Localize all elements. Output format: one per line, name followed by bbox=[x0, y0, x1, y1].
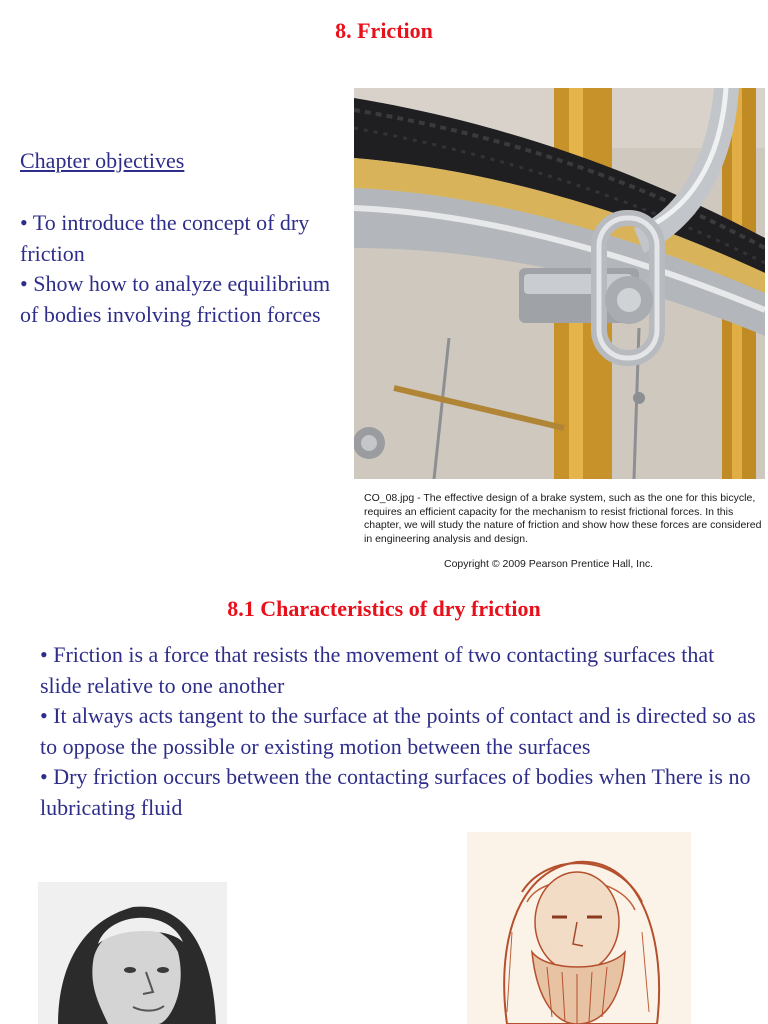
figure-copyright: Copyright © 2009 Pearson Prentice Hall, Inc. bbox=[444, 558, 654, 570]
section-bullets bbox=[40, 640, 760, 824]
objective-item: • To introduce the concept of dry friction bbox=[20, 210, 310, 266]
section-title: 8.1 Characteristics of dry friction bbox=[227, 596, 541, 621]
objectives-heading: Chapter objectives bbox=[20, 148, 185, 173]
objective-item: • Show how to analyze equilibrium of bodies involving friction forces bbox=[20, 271, 331, 327]
bullet-item: • It always acts tangent to the surface at the points of contact and is directed so as to oppose the possible or existing motion between the surfaces bbox=[40, 703, 756, 759]
figure-caption: CO_08.jpg - The effective design of a brake system, such as the one for this bicycle, requires an efficient capacity for the mechanism to resist frictional forces. In this chapter, we will study the nature of friction and show how these forces are considered in engineering analysis and design. bbox=[364, 492, 762, 546]
objectives-list bbox=[20, 208, 340, 330]
bicycle-brake-photo bbox=[354, 88, 765, 479]
da-vinci-portrait bbox=[467, 832, 691, 1024]
page-title: 8. Friction bbox=[335, 18, 433, 43]
coulomb-portrait bbox=[38, 882, 227, 1024]
bullet-item: • Friction is a force that resists the movement of two contacting surfaces that slide relative to one another bbox=[40, 642, 715, 698]
bullet-item: • Dry friction occurs between the contacting surfaces of bodies when There is no lubricating fluid bbox=[40, 764, 751, 820]
